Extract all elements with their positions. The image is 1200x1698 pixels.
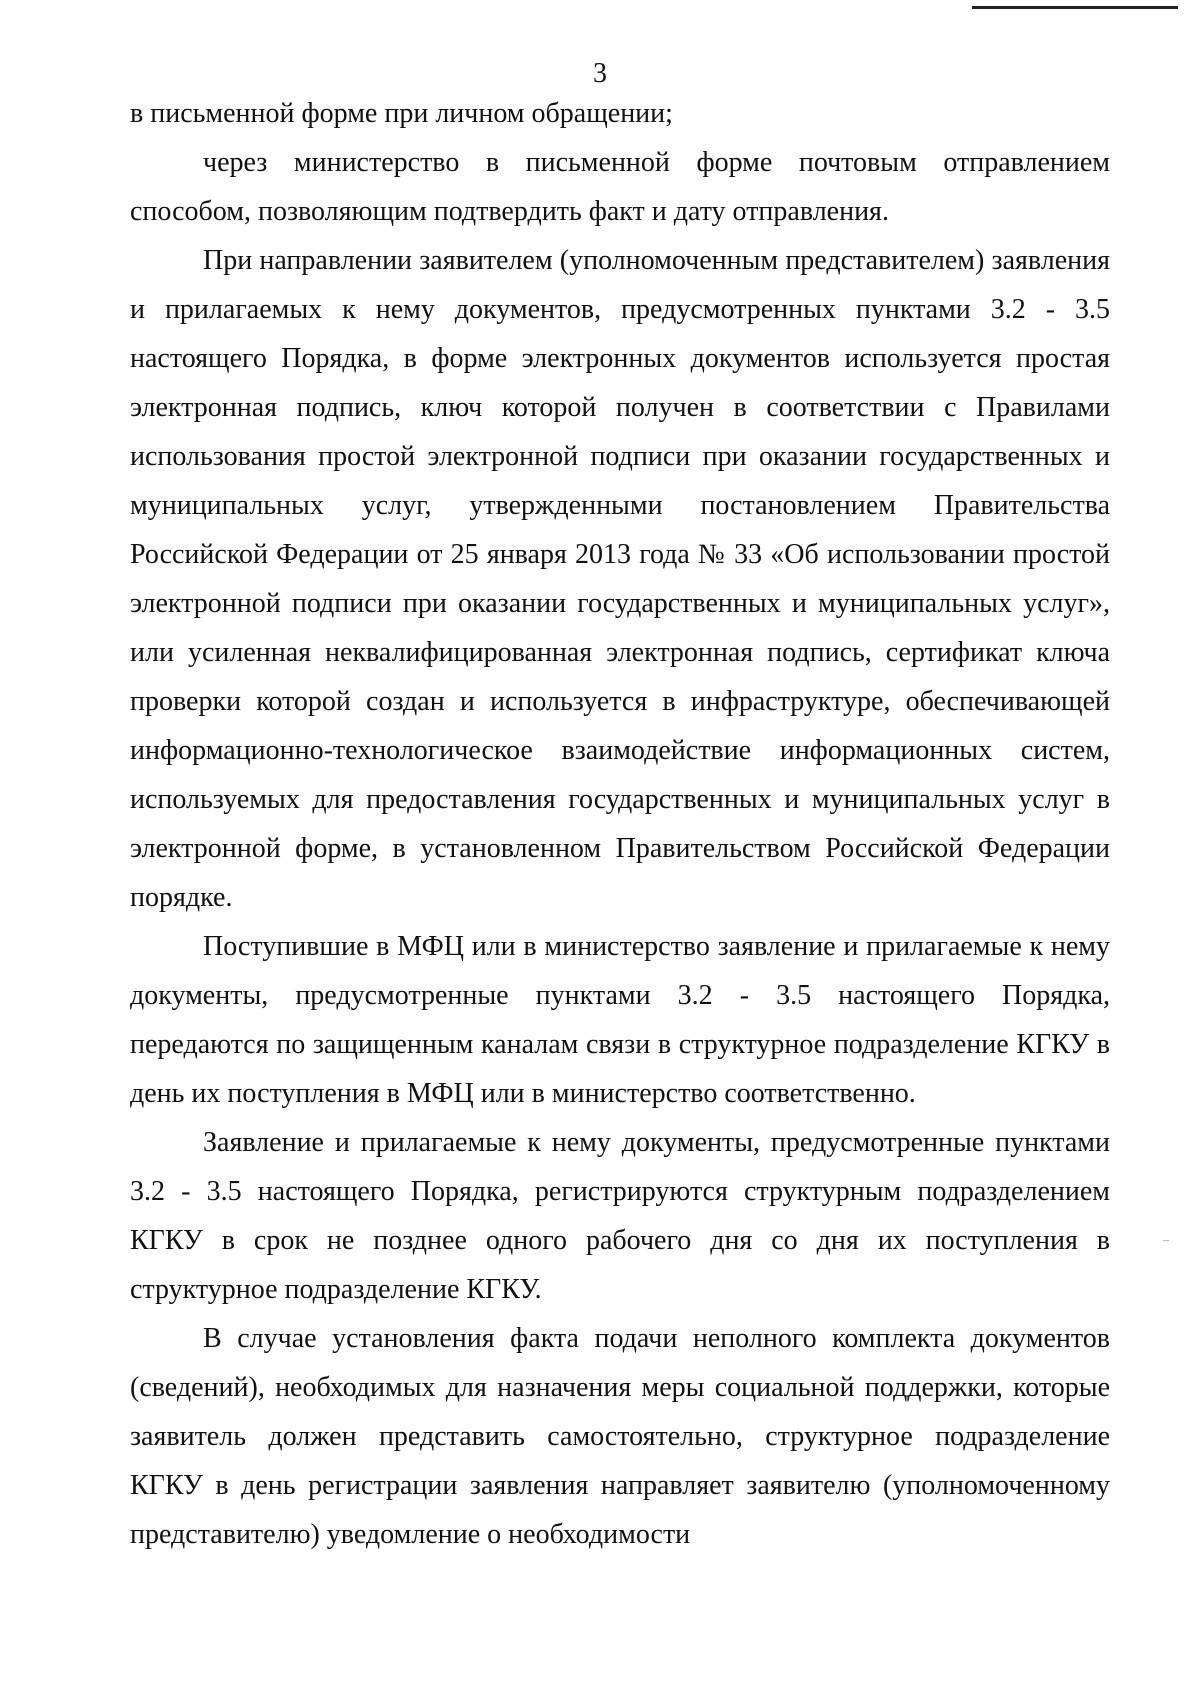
paragraph-electronic-signature: При направлении заявителем (уполномоченным представителем) заявления и прилагаемых к нему документов, предусмотренных пунктами 3.2 - 3.5 настоящего Порядка, в форме электронных документов используется простая электронная подпись, ключ которой получен в соответствии с Правилами использования простой электронной подписи при оказании государственных и муниципальных услуг, утвержденными постановлением Правительства Российской Федерации от 25 января 2013 года № 33 «Об использовании простой электронной подписи при оказании государственных и муниципальных услуг», или усиленная неквалифицированная электронная подпись, сертификат ключа проверки которой создан и используется в инфраструктуре, обеспечивающей информационно-технологическое взаимодействие информационных систем, используемых для предоставления государственных и муниципальных услуг в электронной форме, в установленном Правительством Российской Федерации порядке. [130,245,1110,913]
page-number: 3 [593,58,607,89]
paragraph-continuation: в письменной форме при личном обращении; [130,98,673,129]
paragraph-postal-submission: через министерство в письменной форме почтовым отправлением способом, позволяющим подтвердить факт и дату отправления. [130,147,1110,227]
top-edge-rule [972,6,1178,9]
paragraph-document-transfer: Поступившие в МФЦ или в министерство заявление и прилагаемые к нему документы, предусмотренные пунктами 3.2 - 3.5 настоящего Порядка, передаются по защищенным каналам связи в структурное подразделение КГКУ в день их поступления в МФЦ или в министерство соответственно. [130,931,1110,1109]
document-body [130,89,1110,1559]
paragraph-incomplete-documents: В случае установления факта подачи неполного комплекта документов (сведений), необходимых для назначения меры социальной поддержки, которые заявитель должен представить самостоятельно, структурное подразделение КГКУ в день регистрации заявления направляет заявителю (уполномоченному представителю) уведомление о необходимости [130,1323,1110,1550]
margin-mark [1163,1240,1169,1241]
paragraph-registration: Заявление и прилагаемые к нему документы, предусмотренные пунктами 3.2 - 3.5 настоящего Порядка, регистрируются структурным подразделением КГКУ в срок не позднее одного рабочего дня со дня их поступления в структурное подразделение КГКУ. [130,1127,1110,1305]
